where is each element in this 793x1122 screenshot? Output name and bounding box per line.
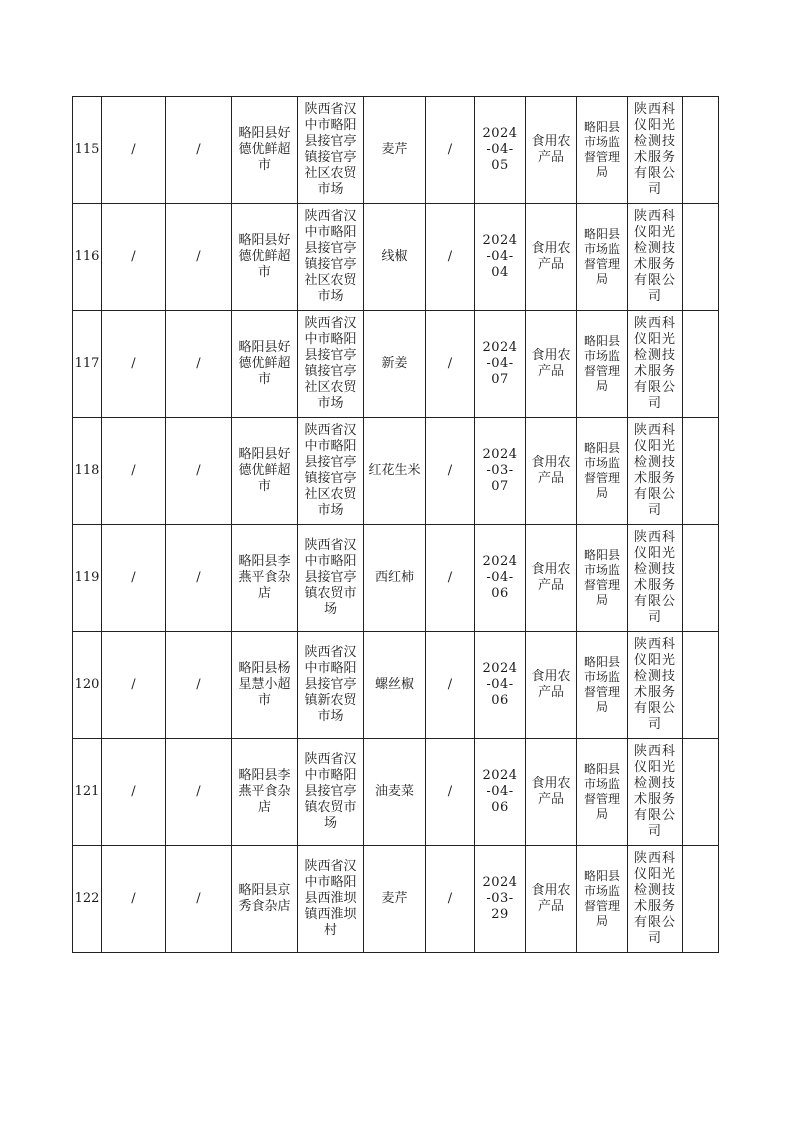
table-row	[73, 846, 719, 953]
cell-slash-c: /	[426, 739, 475, 846]
row-index: 117	[73, 311, 102, 418]
cell-slash-a: /	[102, 525, 166, 632]
cell-testing-org: 陕西科仪阳光检测技术服务有限公司	[628, 632, 683, 739]
table-row	[73, 418, 719, 525]
cell-slash-c: /	[426, 311, 475, 418]
row-index: 115	[73, 97, 102, 204]
cell-product: 线椒	[364, 204, 426, 311]
cell-slash-b: /	[166, 632, 232, 739]
cell-product: 油麦菜	[364, 739, 426, 846]
cell-slash-b: /	[166, 97, 232, 204]
cell-slash-a: /	[102, 739, 166, 846]
cell-category: 食用农产品	[526, 739, 577, 846]
cell-date: 2024-04-04	[475, 204, 526, 311]
cell-product: 红花生米	[364, 418, 426, 525]
cell-authority: 略阳县市场监督管理局	[577, 204, 628, 311]
cell-date: 2024-04-06	[475, 739, 526, 846]
cell-store-name: 略阳县杨星慧小超市	[232, 632, 298, 739]
cell-product: 麦芹	[364, 846, 426, 953]
cell-category: 食用农产品	[526, 846, 577, 953]
cell-category: 食用农产品	[526, 418, 577, 525]
cell-address: 陕西省汉中市略阳县接官亭镇农贸市场	[298, 739, 364, 846]
cell-slash-a: /	[102, 97, 166, 204]
table-row	[73, 739, 719, 846]
cell-product: 螺丝椒	[364, 632, 426, 739]
cell-slash-a: /	[102, 204, 166, 311]
cell-empty	[683, 739, 719, 846]
cell-category: 食用农产品	[526, 311, 577, 418]
row-index: 116	[73, 204, 102, 311]
cell-slash-b: /	[166, 311, 232, 418]
cell-date: 2024-04-07	[475, 311, 526, 418]
row-index: 118	[73, 418, 102, 525]
cell-authority: 略阳县市场监督管理局	[577, 846, 628, 953]
cell-slash-b: /	[166, 525, 232, 632]
cell-date: 2024-03-29	[475, 846, 526, 953]
cell-store-name: 略阳县李燕平食杂店	[232, 525, 298, 632]
cell-store-name: 略阳县好德优鲜超市	[232, 204, 298, 311]
cell-store-name: 略阳县好德优鲜超市	[232, 311, 298, 418]
cell-slash-a: /	[102, 632, 166, 739]
row-index: 121	[73, 739, 102, 846]
row-index: 122	[73, 846, 102, 953]
cell-date: 2024-03-07	[475, 418, 526, 525]
cell-slash-a: /	[102, 311, 166, 418]
cell-address: 陕西省汉中市略阳县接官亭镇接官亭社区农贸市场	[298, 418, 364, 525]
cell-testing-org: 陕西科仪阳光检测技术服务有限公司	[628, 739, 683, 846]
cell-testing-org: 陕西科仪阳光检测技术服务有限公司	[628, 418, 683, 525]
cell-slash-c: /	[426, 846, 475, 953]
row-index: 120	[73, 632, 102, 739]
cell-authority: 略阳县市场监督管理局	[577, 418, 628, 525]
cell-store-name: 略阳县李燕平食杂店	[232, 739, 298, 846]
cell-testing-org: 陕西科仪阳光检测技术服务有限公司	[628, 97, 683, 204]
cell-empty	[683, 632, 719, 739]
cell-category: 食用农产品	[526, 97, 577, 204]
table-row	[73, 525, 719, 632]
cell-address: 陕西省汉中市略阳县西淮坝镇西淮坝村	[298, 846, 364, 953]
cell-testing-org: 陕西科仪阳光检测技术服务有限公司	[628, 204, 683, 311]
cell-slash-c: /	[426, 97, 475, 204]
cell-category: 食用农产品	[526, 632, 577, 739]
table-body	[73, 97, 719, 953]
cell-address: 陕西省汉中市略阳县接官亭镇接官亭社区农贸市场	[298, 311, 364, 418]
cell-date: 2024-04-06	[475, 525, 526, 632]
cell-empty	[683, 418, 719, 525]
cell-slash-c: /	[426, 418, 475, 525]
table-row	[73, 632, 719, 739]
cell-date: 2024-04-06	[475, 632, 526, 739]
cell-product: 麦芹	[364, 97, 426, 204]
cell-slash-b: /	[166, 418, 232, 525]
cell-empty	[683, 204, 719, 311]
table-row	[73, 204, 719, 311]
row-index: 119	[73, 525, 102, 632]
cell-testing-org: 陕西科仪阳光检测技术服务有限公司	[628, 311, 683, 418]
cell-store-name: 略阳县京秀食杂店	[232, 846, 298, 953]
cell-slash-a: /	[102, 846, 166, 953]
cell-authority: 略阳县市场监督管理局	[577, 739, 628, 846]
cell-address: 陕西省汉中市略阳县接官亭镇接官亭社区农贸市场	[298, 204, 364, 311]
cell-empty	[683, 525, 719, 632]
cell-empty	[683, 846, 719, 953]
cell-authority: 略阳县市场监督管理局	[577, 525, 628, 632]
table-row	[73, 311, 719, 418]
cell-authority: 略阳县市场监督管理局	[577, 311, 628, 418]
cell-category: 食用农产品	[526, 525, 577, 632]
cell-date: 2024-04-05	[475, 97, 526, 204]
cell-empty	[683, 311, 719, 418]
cell-testing-org: 陕西科仪阳光检测技术服务有限公司	[628, 525, 683, 632]
cell-product: 西红柿	[364, 525, 426, 632]
sampling-results-table	[72, 96, 719, 953]
cell-slash-b: /	[166, 846, 232, 953]
cell-address: 陕西省汉中市略阳县接官亭镇接官亭社区农贸市场	[298, 97, 364, 204]
cell-slash-a: /	[102, 418, 166, 525]
cell-authority: 略阳县市场监督管理局	[577, 632, 628, 739]
cell-slash-c: /	[426, 525, 475, 632]
cell-address: 陕西省汉中市略阳县接官亭镇新农贸市场	[298, 632, 364, 739]
cell-store-name: 略阳县好德优鲜超市	[232, 97, 298, 204]
cell-testing-org: 陕西科仪阳光检测技术服务有限公司	[628, 846, 683, 953]
cell-slash-c: /	[426, 632, 475, 739]
cell-category: 食用农产品	[526, 204, 577, 311]
cell-empty	[683, 97, 719, 204]
cell-authority: 略阳县市场监督管理局	[577, 97, 628, 204]
cell-slash-b: /	[166, 204, 232, 311]
cell-slash-c: /	[426, 204, 475, 311]
cell-address: 陕西省汉中市略阳县接官亭镇农贸市场	[298, 525, 364, 632]
cell-slash-b: /	[166, 739, 232, 846]
table-row	[73, 97, 719, 204]
cell-product: 新姜	[364, 311, 426, 418]
cell-store-name: 略阳县好德优鲜超市	[232, 418, 298, 525]
